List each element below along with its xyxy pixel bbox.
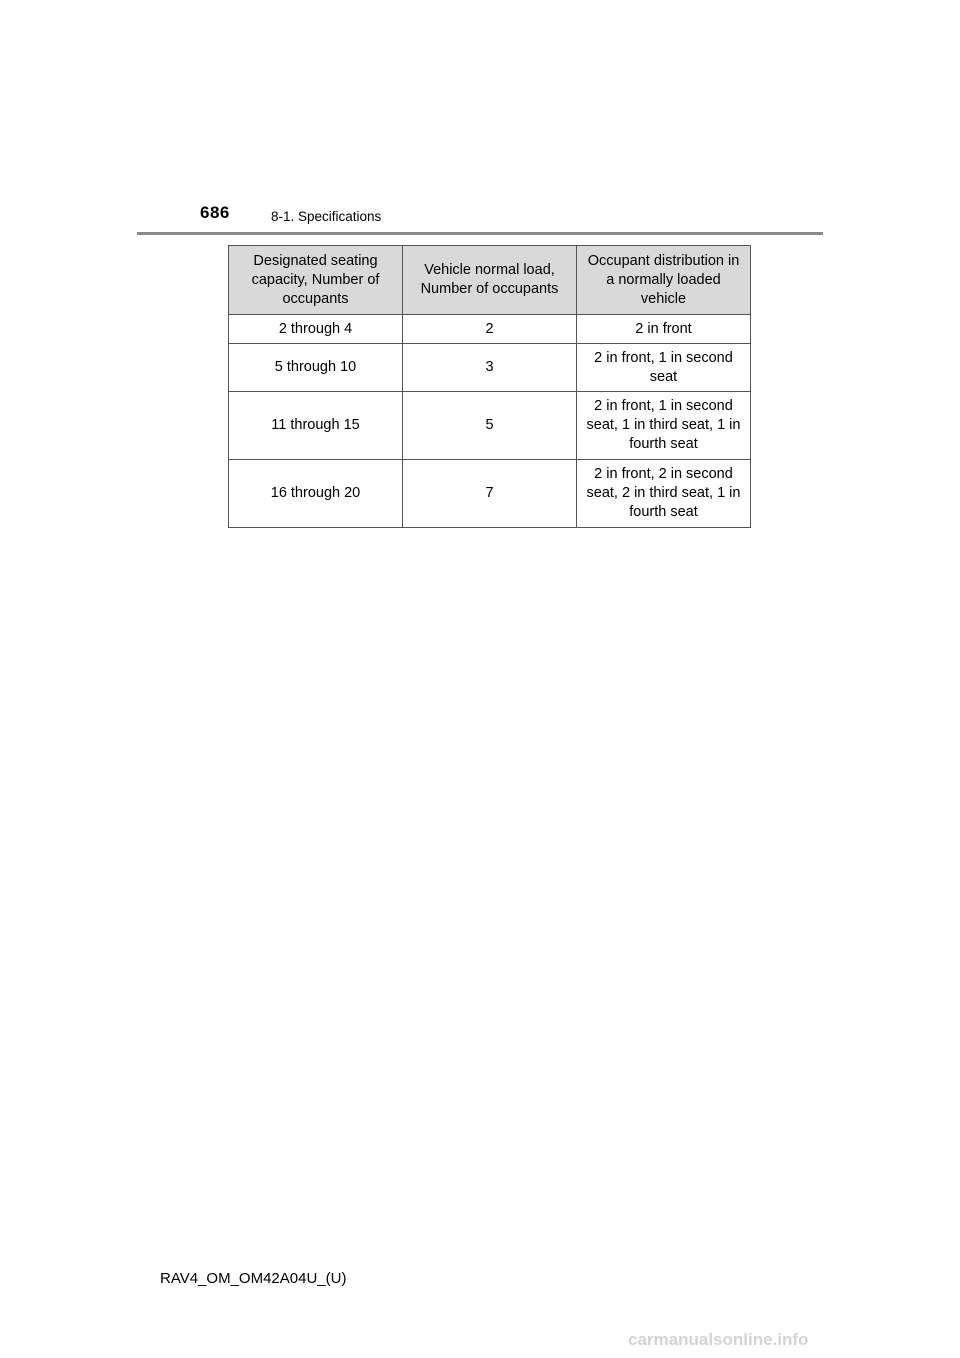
header-designated-capacity: Designated seating capacity, Number of occupants xyxy=(229,246,403,315)
table-header-row xyxy=(229,246,751,315)
cell-load: 2 xyxy=(403,315,577,344)
cell-capacity: 11 through 15 xyxy=(229,392,403,460)
occupant-load-table xyxy=(228,245,751,528)
table-row xyxy=(229,460,751,528)
table-row xyxy=(229,315,751,344)
document-code: RAV4_OM_OM42A04U_(U) xyxy=(160,1270,347,1287)
cell-load: 3 xyxy=(403,344,577,392)
cell-load: 5 xyxy=(403,392,577,460)
header-normal-load: Vehicle normal load, Number of occupants xyxy=(403,246,577,315)
cell-capacity: 5 through 10 xyxy=(229,344,403,392)
header-divider xyxy=(137,232,823,235)
cell-distribution: 2 in front, 1 in second seat xyxy=(577,344,751,392)
cell-distribution: 2 in front, 2 in second seat, 2 in third seat, 1 in fourth seat xyxy=(577,460,751,528)
watermark: carmanualsonline.info xyxy=(628,1330,809,1349)
cell-load: 7 xyxy=(403,460,577,528)
cell-distribution: 2 in front, 1 in second seat, 1 in third seat, 1 in fourth seat xyxy=(577,392,751,460)
section-title: 8-1. Specifications xyxy=(271,209,382,224)
page-number: 686 xyxy=(200,203,230,222)
cell-capacity: 16 through 20 xyxy=(229,460,403,528)
cell-distribution: 2 in front xyxy=(577,315,751,344)
cell-capacity: 2 through 4 xyxy=(229,315,403,344)
table-row xyxy=(229,344,751,392)
table-row xyxy=(229,392,751,460)
header-occupant-distribution: Occupant distribution in a normally loaded vehicle xyxy=(577,246,751,315)
